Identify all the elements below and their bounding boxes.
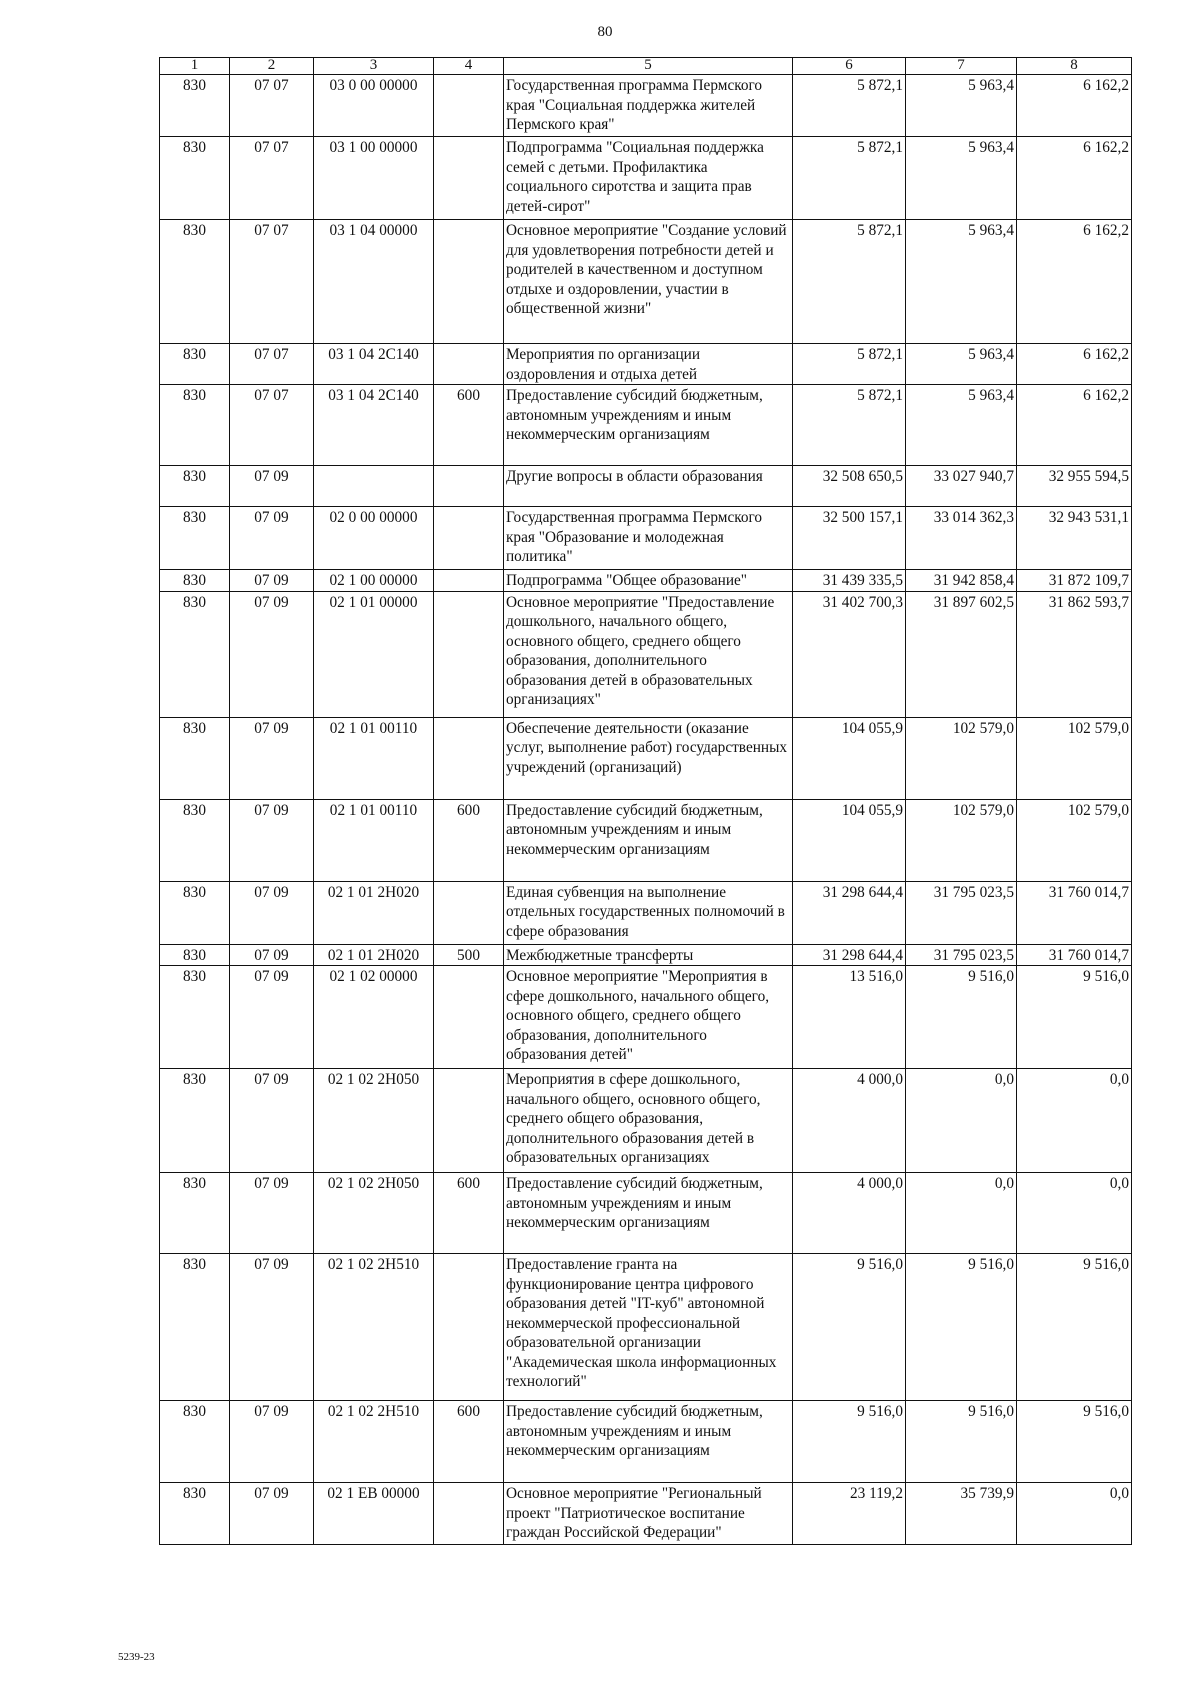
- table-row: [160, 966, 1132, 1069]
- admin-code-cell: 830: [160, 944, 230, 966]
- target-code-cell: 02 1 01 2Н020: [314, 881, 434, 944]
- expense-type-cell: [434, 591, 504, 717]
- table-row: [160, 1401, 1132, 1483]
- expense-type-cell: 500: [434, 944, 504, 966]
- table-row: [160, 344, 1132, 385]
- expense-type-cell: [434, 220, 504, 344]
- table-row: [160, 881, 1132, 944]
- table-row: [160, 717, 1132, 799]
- description-cell: Подпрограмма "Социальная поддержка семей с детьми. Профилактика социального сиротства и защита прав детей-сирот": [504, 137, 793, 220]
- admin-code-cell: 830: [160, 591, 230, 717]
- expense-type-cell: [434, 966, 504, 1069]
- expense-type-cell: [434, 717, 504, 799]
- target-code-cell: 02 1 02 2Н050: [314, 1173, 434, 1254]
- description-cell: Предоставление субсидий бюджетным, автономным учреждениям и иным некоммерческим организациям: [504, 799, 793, 881]
- admin-code-cell: 830: [160, 344, 230, 385]
- amount-col8-cell: 32 955 594,5: [1017, 466, 1132, 507]
- target-code-cell: 02 1 01 00000: [314, 591, 434, 717]
- target-code-cell: 02 1 00 00000: [314, 570, 434, 592]
- column-header-4: 4: [434, 58, 504, 75]
- section-code-cell: 07 09: [230, 1254, 314, 1401]
- admin-code-cell: 830: [160, 466, 230, 507]
- amount-col7-cell: 33 014 362,3: [906, 507, 1017, 570]
- amount-col7-cell: 9 516,0: [906, 966, 1017, 1069]
- target-code-cell: 03 0 00 00000: [314, 75, 434, 137]
- amount-col8-cell: 9 516,0: [1017, 1401, 1132, 1483]
- table-row: [160, 75, 1132, 137]
- amount-col8-cell: 6 162,2: [1017, 75, 1132, 137]
- table-row: [160, 1069, 1132, 1173]
- target-code-cell: 03 1 00 00000: [314, 137, 434, 220]
- description-cell: Обеспечение деятельности (оказание услуг, выполнение работ) государственных учреждений (организаций): [504, 717, 793, 799]
- amount-col7-cell: 5 963,4: [906, 75, 1017, 137]
- section-code-cell: 07 09: [230, 1069, 314, 1173]
- column-header-8: 8: [1017, 58, 1132, 75]
- amount-col6-cell: 5 872,1: [793, 137, 906, 220]
- amount-col8-cell: 102 579,0: [1017, 799, 1132, 881]
- expense-type-cell: [434, 507, 504, 570]
- amount-col8-cell: 31 760 014,7: [1017, 881, 1132, 944]
- admin-code-cell: 830: [160, 799, 230, 881]
- section-code-cell: 07 09: [230, 717, 314, 799]
- amount-col7-cell: 9 516,0: [906, 1401, 1017, 1483]
- admin-code-cell: 830: [160, 1254, 230, 1401]
- amount-col8-cell: 102 579,0: [1017, 717, 1132, 799]
- amount-col6-cell: 5 872,1: [793, 220, 906, 344]
- amount-col6-cell: 32 508 650,5: [793, 466, 906, 507]
- amount-col6-cell: 31 402 700,3: [793, 591, 906, 717]
- table-row: [160, 591, 1132, 717]
- column-header-6: 6: [793, 58, 906, 75]
- header-row: [160, 58, 1132, 75]
- column-header-7: 7: [906, 58, 1017, 75]
- document-code: 5239-23: [118, 1651, 155, 1663]
- page-number: 80: [597, 24, 613, 40]
- amount-col7-cell: 31 795 023,5: [906, 944, 1017, 966]
- section-code-cell: 07 09: [230, 466, 314, 507]
- amount-col6-cell: 4 000,0: [793, 1173, 906, 1254]
- target-code-cell: 03 1 04 2С140: [314, 385, 434, 466]
- target-code-cell: [314, 466, 434, 507]
- amount-col7-cell: 31 795 023,5: [906, 881, 1017, 944]
- section-code-cell: 07 09: [230, 570, 314, 592]
- amount-col7-cell: 102 579,0: [906, 717, 1017, 799]
- target-code-cell: 02 1 01 00110: [314, 799, 434, 881]
- amount-col7-cell: 5 963,4: [906, 344, 1017, 385]
- target-code-cell: 02 1 02 2Н050: [314, 1069, 434, 1173]
- target-code-cell: 02 1 02 2Н510: [314, 1254, 434, 1401]
- table-row: [160, 1173, 1132, 1254]
- amount-col7-cell: 5 963,4: [906, 220, 1017, 344]
- amount-col8-cell: 6 162,2: [1017, 385, 1132, 466]
- amount-col7-cell: 0,0: [906, 1069, 1017, 1173]
- amount-col8-cell: 9 516,0: [1017, 966, 1132, 1069]
- target-code-cell: 02 1 02 2Н510: [314, 1401, 434, 1483]
- description-cell: Межбюджетные трансферты: [504, 944, 793, 966]
- amount-col6-cell: 4 000,0: [793, 1069, 906, 1173]
- expense-type-cell: 600: [434, 385, 504, 466]
- table-body: [160, 75, 1132, 1545]
- amount-col7-cell: 35 739,9: [906, 1483, 1017, 1545]
- amount-col8-cell: 0,0: [1017, 1173, 1132, 1254]
- table-row: [160, 1254, 1132, 1401]
- column-header-1: 1: [160, 58, 230, 75]
- description-cell: Основное мероприятие "Создание условий для удовлетворения потребности детей и родителей в качественном и доступном отдыхе и оздоровлении, участии в общественной жизни": [504, 220, 793, 344]
- table-row: [160, 385, 1132, 466]
- table-row: [160, 570, 1132, 592]
- amount-col6-cell: 13 516,0: [793, 966, 906, 1069]
- amount-col7-cell: 33 027 940,7: [906, 466, 1017, 507]
- amount-col7-cell: 5 963,4: [906, 385, 1017, 466]
- amount-col7-cell: 9 516,0: [906, 1254, 1017, 1401]
- amount-col6-cell: 9 516,0: [793, 1254, 906, 1401]
- section-code-cell: 07 09: [230, 799, 314, 881]
- target-code-cell: 02 1 01 00110: [314, 717, 434, 799]
- expense-type-cell: [434, 1254, 504, 1401]
- description-cell: Предоставление субсидий бюджетным, автономным учреждениям и иным некоммерческим организациям: [504, 1401, 793, 1483]
- description-cell: Государственная программа Пермского края "Социальная поддержка жителей Пермского края": [504, 75, 793, 137]
- column-header-3: 3: [314, 58, 434, 75]
- section-code-cell: 07 09: [230, 944, 314, 966]
- amount-col8-cell: 0,0: [1017, 1483, 1132, 1545]
- amount-col7-cell: 0,0: [906, 1173, 1017, 1254]
- expense-type-cell: [434, 137, 504, 220]
- expense-type-cell: [434, 466, 504, 507]
- target-code-cell: 02 0 00 00000: [314, 507, 434, 570]
- expense-type-cell: 600: [434, 799, 504, 881]
- amount-col8-cell: 31 760 014,7: [1017, 944, 1132, 966]
- target-code-cell: 02 1 ЕВ 00000: [314, 1483, 434, 1545]
- section-code-cell: 07 09: [230, 591, 314, 717]
- expense-type-cell: [434, 75, 504, 137]
- amount-col8-cell: 9 516,0: [1017, 1254, 1132, 1401]
- amount-col8-cell: 0,0: [1017, 1069, 1132, 1173]
- description-cell: Мероприятия по организации оздоровления и отдыха детей: [504, 344, 793, 385]
- target-code-cell: 03 1 04 2С140: [314, 344, 434, 385]
- amount-col6-cell: 104 055,9: [793, 717, 906, 799]
- amount-col6-cell: 32 500 157,1: [793, 507, 906, 570]
- description-cell: Другие вопросы в области образования: [504, 466, 793, 507]
- amount-col6-cell: 104 055,9: [793, 799, 906, 881]
- expense-type-cell: 600: [434, 1401, 504, 1483]
- amount-col6-cell: 5 872,1: [793, 75, 906, 137]
- admin-code-cell: 830: [160, 1401, 230, 1483]
- description-cell: Мероприятия в сфере дошкольного, начального общего, основного общего, среднего общего образования, дополнительного образования детей в образовательных организациях: [504, 1069, 793, 1173]
- admin-code-cell: 830: [160, 966, 230, 1069]
- column-header-2: 2: [230, 58, 314, 75]
- section-code-cell: 07 07: [230, 344, 314, 385]
- section-code-cell: 07 09: [230, 1173, 314, 1254]
- admin-code-cell: 830: [160, 385, 230, 466]
- amount-col6-cell: 5 872,1: [793, 385, 906, 466]
- section-code-cell: 07 07: [230, 385, 314, 466]
- target-code-cell: 02 1 02 00000: [314, 966, 434, 1069]
- admin-code-cell: 830: [160, 220, 230, 344]
- amount-col6-cell: 9 516,0: [793, 1401, 906, 1483]
- amount-col7-cell: 31 942 858,4: [906, 570, 1017, 592]
- section-code-cell: 07 07: [230, 75, 314, 137]
- amount-col6-cell: 23 119,2: [793, 1483, 906, 1545]
- amount-col6-cell: 31 439 335,5: [793, 570, 906, 592]
- amount-col8-cell: 31 872 109,7: [1017, 570, 1132, 592]
- table-row: [160, 137, 1132, 220]
- table-row: [160, 507, 1132, 570]
- budget-table: [159, 57, 1132, 1545]
- admin-code-cell: 830: [160, 507, 230, 570]
- section-code-cell: 07 07: [230, 220, 314, 344]
- amount-col6-cell: 5 872,1: [793, 344, 906, 385]
- description-cell: Предоставление субсидий бюджетным, автономным учреждениям и иным некоммерческим организациям: [504, 1173, 793, 1254]
- amount-col6-cell: 31 298 644,4: [793, 944, 906, 966]
- section-code-cell: 07 09: [230, 1483, 314, 1545]
- expense-type-cell: [434, 1483, 504, 1545]
- target-code-cell: 02 1 01 2Н020: [314, 944, 434, 966]
- expense-type-cell: [434, 344, 504, 385]
- section-code-cell: 07 09: [230, 881, 314, 944]
- admin-code-cell: 830: [160, 1173, 230, 1254]
- amount-col7-cell: 31 897 602,5: [906, 591, 1017, 717]
- description-cell: Основное мероприятие "Предоставление дошкольного, начального общего, основного общего, среднего общего образования, дополнительного образования детей в образовательных организациях": [504, 591, 793, 717]
- admin-code-cell: 830: [160, 717, 230, 799]
- expense-type-cell: [434, 1069, 504, 1173]
- table-row: [160, 220, 1132, 344]
- amount-col8-cell: 32 943 531,1: [1017, 507, 1132, 570]
- description-cell: Основное мероприятие "Мероприятия в сфере дошкольного, начального общего, основного общего, среднего общего образования, дополнительного образования детей": [504, 966, 793, 1069]
- section-code-cell: 07 07: [230, 137, 314, 220]
- amount-col8-cell: 31 862 593,7: [1017, 591, 1132, 717]
- description-cell: Предоставление гранта на функционирование центра цифрового образования детей "IT-куб" автономной некоммерческой профессиональной образовательной организации "Академическая школа информационных технологий": [504, 1254, 793, 1401]
- expense-type-cell: [434, 881, 504, 944]
- table-row: [160, 466, 1132, 507]
- admin-code-cell: 830: [160, 570, 230, 592]
- description-cell: Подпрограмма "Общее образование": [504, 570, 793, 592]
- description-cell: Основное мероприятие "Региональный проект "Патриотическое воспитание граждан Российской Федерации": [504, 1483, 793, 1545]
- target-code-cell: 03 1 04 00000: [314, 220, 434, 344]
- amount-col7-cell: 102 579,0: [906, 799, 1017, 881]
- admin-code-cell: 830: [160, 1483, 230, 1545]
- section-code-cell: 07 09: [230, 966, 314, 1069]
- section-code-cell: 07 09: [230, 507, 314, 570]
- section-code-cell: 07 09: [230, 1401, 314, 1483]
- amount-col8-cell: 6 162,2: [1017, 137, 1132, 220]
- column-header-5: 5: [504, 58, 793, 75]
- table-row: [160, 799, 1132, 881]
- amount-col8-cell: 6 162,2: [1017, 220, 1132, 344]
- admin-code-cell: 830: [160, 1069, 230, 1173]
- admin-code-cell: 830: [160, 137, 230, 220]
- description-cell: Государственная программа Пермского края "Образование и молодежная политика": [504, 507, 793, 570]
- table-row: [160, 1483, 1132, 1545]
- expense-type-cell: [434, 570, 504, 592]
- amount-col6-cell: 31 298 644,4: [793, 881, 906, 944]
- description-cell: Единая субвенция на выполнение отдельных государственных полномочий в сфере образования: [504, 881, 793, 944]
- amount-col8-cell: 6 162,2: [1017, 344, 1132, 385]
- admin-code-cell: 830: [160, 75, 230, 137]
- amount-col7-cell: 5 963,4: [906, 137, 1017, 220]
- expense-type-cell: 600: [434, 1173, 504, 1254]
- table-row: [160, 944, 1132, 966]
- admin-code-cell: 830: [160, 881, 230, 944]
- description-cell: Предоставление субсидий бюджетным, автономным учреждениям и иным некоммерческим организациям: [504, 385, 793, 466]
